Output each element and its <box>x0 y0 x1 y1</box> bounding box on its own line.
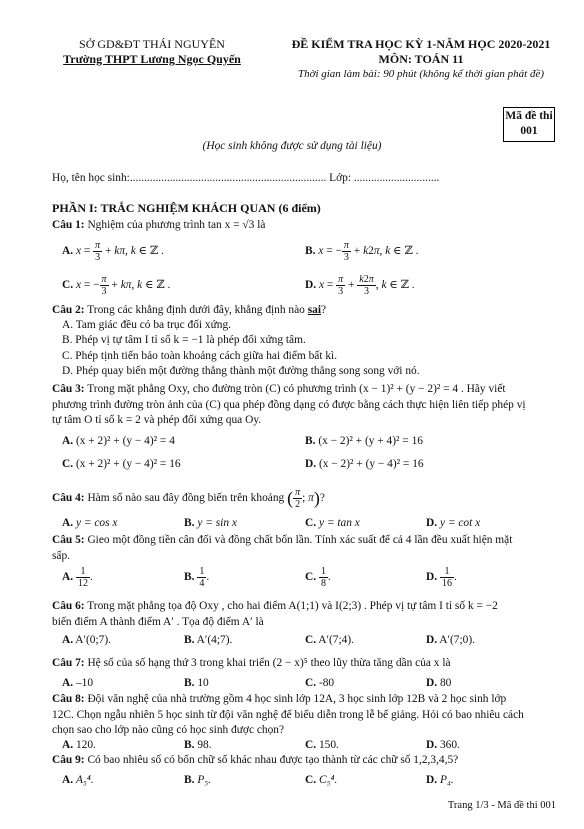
q3-option-d[interactable]: D. (x − 2)² + (y − 4)² = 16 <box>305 458 424 470</box>
q5-option-d[interactable]: D. $\frac{1}{16}$ . <box>426 566 457 589</box>
exam-code-box <box>503 107 555 142</box>
dept-name: SỞ GD&ĐT THÁI NGUYÊN <box>79 37 225 51</box>
q4-option-c[interactable]: C. y = tan x <box>305 517 360 529</box>
q6-option-b[interactable]: B. A′(4;7). <box>184 634 233 646</box>
header-right <box>262 37 580 82</box>
q5-option-a[interactable]: A. $\frac{1}{12}$ . <box>62 566 93 589</box>
exam-code: 001 <box>520 125 538 137</box>
q2-option-b[interactable]: B. Phép vị tự tâm I tỉ số k = −1 là phép đối xứng tâm. <box>62 334 306 346</box>
q3-option-c[interactable]: C. (x + 2)² + (y − 4)² = 16 <box>62 458 181 470</box>
q8-option-b[interactable]: B. 98. <box>184 739 212 751</box>
q6-option-c[interactable]: C. A′(7;4). <box>305 634 355 646</box>
q7-option-c[interactable]: C. -80 <box>305 677 335 689</box>
q8-option-a[interactable]: A. 120. <box>62 739 96 751</box>
exam-code-label: Mã đề thi <box>505 110 553 122</box>
subject: MÔN: TOÁN 11 <box>378 52 464 66</box>
q5-stem: Câu 5: Gieo một đồng tiền cân đối và đồng chất bốn lần. Tính xác suất để cả 4 lần đều xuất hiện mặt sấp. <box>52 534 513 562</box>
q4-option-b[interactable]: B. y = sin x <box>184 517 237 529</box>
q8-option-d[interactable]: D. 360. <box>426 739 460 751</box>
q8-stem: Câu 8: Đội văn nghệ của nhà trường gồm 4 học sinh lớp 12A, 3 học sinh lớp 12B và 2 học sinh lớp 12C. Chọn ngẫu nhiên 5 học sinh từ đội văn nghệ để biểu diễn trong lễ bế giảng. Hỏi có bao nhiêu cách chọn sao cho lớp nào cũng có học sinh được chọn? <box>52 693 524 736</box>
q2-stem: Câu 2: Trong các khẳng định dưới đây, khẳng định nào sai? <box>52 304 327 316</box>
q3-option-a[interactable]: A. (x + 2)² + (y − 4)² = 4 <box>62 435 175 447</box>
q4-option-d[interactable]: D. y = cot x <box>426 517 481 529</box>
q2-option-c[interactable]: C. Phép tịnh tiến bảo toàn khoảng cách giữa hai điểm bất kì. <box>62 350 338 362</box>
q1-stem <box>52 219 265 231</box>
q7-option-d[interactable]: D. 80 <box>426 677 452 689</box>
q3-stem: Câu 3: Trong mặt phẳng Oxy, cho đường tròn (C) có phương trình (x − 1)² + (y − 2)² = 4 . Hãy viết phương trình đường tròn ảnh của (C) qua phép đồng dạng có được bằng cách thực hiện liên tiếp phép vị tự tâm O tỉ số k = 2 và phép đối xứng qua Oy. <box>52 383 526 426</box>
q7-option-b[interactable]: B. 10 <box>184 677 209 689</box>
q1-text: Nghiệm của phương trình tan x = √3 là <box>87 219 266 231</box>
student-line: Họ, tên học sinh:..................................................................... Lớp: .............................. <box>52 172 440 184</box>
q6-stem: Câu 6: Trong mặt phẳng tọa độ Oxy , cho hai điểm A(1;1) và I(2;3) . Phép vị tự tâm I tỉ số k = −2 biến điểm A thành điểm A′ . Tọa độ điểm A′ là <box>52 600 498 628</box>
q4-option-a[interactable]: A. y = cos x <box>62 517 118 529</box>
q6-option-a[interactable]: A. A′(0;7). <box>62 634 112 646</box>
q5-option-b[interactable]: B. $\frac{1}{4}$ . <box>184 566 210 589</box>
q6-option-d[interactable]: D. A′(7;0). <box>426 634 476 646</box>
page-footer: Trang 1/3 - Mã đề thi 001 <box>447 800 556 811</box>
q9-option-b[interactable]: B. P₅. <box>184 774 212 786</box>
school-name: Trường THPT Lương Ngọc Quyến <box>63 52 241 66</box>
q4-stem: Câu 4: Hàm số nào sau đây đồng biến trên khoảng ( $\frac{\pi}{2}$ ; π)? <box>52 487 325 510</box>
q3-option-b[interactable]: B. (x − 2)² + (y + 4)² = 16 <box>305 435 423 447</box>
q2-emphasis: sai <box>307 304 322 316</box>
q2-option-a[interactable]: A. Tam giác đều có ba trục đối xứng. <box>62 319 232 331</box>
q1-option-b[interactable]: B. x = − $\frac{\pi}{3}$ + k2π, k ∈ ℤ . <box>305 240 419 263</box>
q7-option-a[interactable]: A. –10 <box>62 677 94 689</box>
q2-option-d[interactable]: D. Phép quay biến một đường thẳng thành một đường thẳng song song với nó. <box>62 365 420 377</box>
q1-option-c[interactable]: C. x = − $\frac{\pi}{3}$ + kπ, k ∈ ℤ . <box>62 274 171 297</box>
q9-option-c[interactable]: C. C₅⁴. <box>305 774 338 786</box>
q5-option-c[interactable]: C. $\frac{1}{8}$ . <box>305 566 331 589</box>
q1-label: Câu 1: <box>52 219 85 231</box>
exam-time: Thời gian làm bài: 90 phút (không kể thời gian phát đề) <box>297 68 545 80</box>
q9-option-a[interactable]: A. A₅⁴. <box>62 774 94 786</box>
q9-option-d[interactable]: D. P₄. <box>426 774 454 786</box>
part1-title: PHẦN I: TRẮC NGHIỆM KHÁCH QUAN (6 điểm) <box>52 201 321 215</box>
exam-title: ĐỀ KIỂM TRA HỌC KỲ 1-NĂM HỌC 2020-2021 <box>291 37 551 51</box>
note: (Học sinh không được sử dụng tài liệu) <box>202 140 382 152</box>
q8-option-c[interactable]: C. 150. <box>305 739 339 751</box>
header-left <box>52 37 252 67</box>
q9-stem: Câu 9: Có bao nhiêu số có bốn chữ số khác nhau được tạo thành từ các chữ số 1,2,3,4,5? <box>52 754 459 766</box>
q7-stem: Câu 7: Hệ số của số hạng thứ 3 trong khai triển (2 − x)⁵ theo lũy thừa tăng dần của x là <box>52 657 451 669</box>
q1-option-a[interactable]: A. x = $\frac{\pi}{3}$ + kπ, k ∈ ℤ . <box>62 240 164 263</box>
q1-option-d[interactable]: D. x = $\frac{\pi}{3}$ + $\frac{k2\pi}{3}$ , k ∈ ℤ . <box>305 274 415 297</box>
